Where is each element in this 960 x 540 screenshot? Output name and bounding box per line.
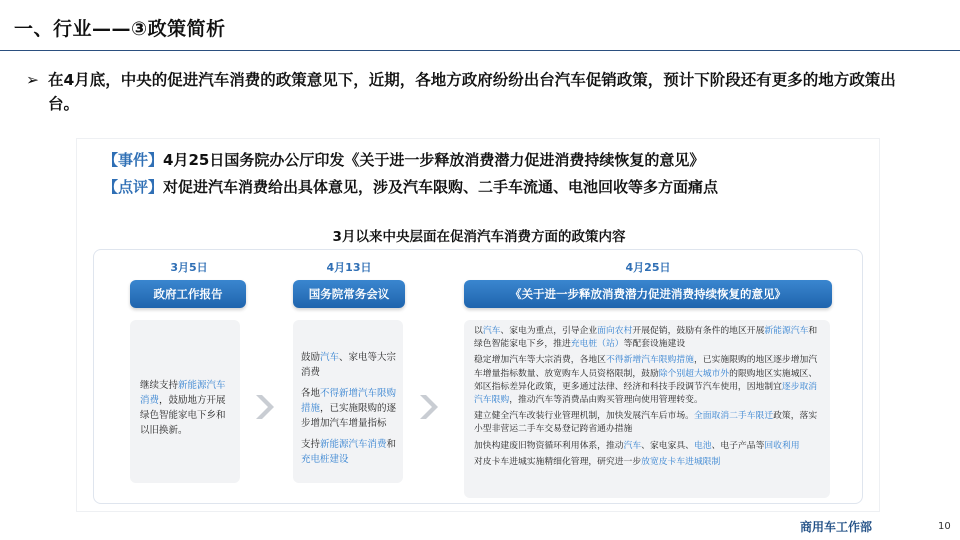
- comment-text: 对促进汽车消费给出具体意见，涉及汽车限购、二手车流通、电池回收等多方面痛点: [163, 178, 719, 196]
- body-text: 、家电家具、: [641, 440, 694, 451]
- body-text: 等配套设施建设: [623, 339, 686, 350]
- highlight-term: 电池: [693, 440, 712, 451]
- summary-text: 在4月底，中央的促进汽车消费的政策意见下，近期，各地方政府纷纷出台汽车促销政策，预计下阶段还有更多的地方政策出台。: [48, 71, 896, 113]
- body-text: 对皮卡车进城实施精细化管理，研究进一步: [474, 456, 642, 467]
- highlight-term: 放宽皮卡车进城限制: [641, 456, 721, 467]
- col1-h1: 新能源汽车消费: [140, 380, 226, 406]
- col3-p2: [474, 354, 822, 407]
- col3-date: 4月25日: [625, 261, 671, 274]
- col3-p4-text: [474, 441, 800, 451]
- arrow-bullet-icon: ➢: [26, 71, 39, 89]
- col1-t1: 继续支持: [140, 380, 179, 391]
- col2-p2: [301, 386, 397, 431]
- highlight-term: 不得新增汽车限购措施: [605, 355, 694, 366]
- col2-p2h: 不得新增汽车限购措施: [301, 388, 397, 414]
- body-text: ，推动汽车等消费品由购买管理向使用管理转变。: [509, 395, 703, 406]
- col2-p1h: 汽车: [320, 352, 340, 363]
- body-text: 、电子产品等: [711, 440, 765, 451]
- title-divider: [0, 50, 960, 51]
- col2-box: [293, 320, 403, 483]
- col2-p3: [301, 437, 397, 467]
- body-text: 的限购地区实施城区、郊区指标差异化政策，更多通过法律、经济和科技手段调节汽车使用，因地制宜: [474, 368, 818, 392]
- col2-date: 4月13日: [326, 261, 372, 274]
- col3-box: [464, 320, 830, 498]
- event-line: [103, 149, 704, 170]
- policy-card: [76, 138, 880, 512]
- body-text: 加快构建废旧物资循环利用体系，推动: [474, 440, 624, 451]
- col2-pill: 国务院常务会议: [293, 280, 405, 308]
- page-title: 一、行业——③政策简析: [14, 18, 226, 40]
- col2-p3h: 新能源汽车消费: [320, 439, 387, 450]
- summary-bullet: [26, 68, 906, 116]
- col1-pill: 政府工作报告: [130, 280, 246, 308]
- body-text: 、家电为重点，引导企业: [500, 326, 598, 336]
- highlight-term: 全面取消二手车限迁: [693, 411, 774, 422]
- highlight-term: 除个别超大城市外: [658, 368, 730, 379]
- highlight-term: 汽车: [623, 440, 642, 451]
- col1-box: [130, 320, 240, 483]
- policy-timeline-diagram: [93, 249, 863, 504]
- col3-pill: 《关于进一步释放消费潜力促进消费持续恢复的意见》: [464, 280, 832, 308]
- col1-date: 3月5日: [170, 261, 208, 274]
- col3-p3: [474, 410, 822, 436]
- col2-p1a: 鼓励: [301, 352, 321, 363]
- event-tag: 【事件】: [103, 151, 164, 169]
- body-text: 和绿色智能家电下乡，推进: [474, 326, 818, 350]
- footer-org: 商用车工作部: [800, 520, 873, 534]
- body-text: 政策，落实小型非营运二手车交易登记跨省通办措施: [474, 411, 818, 435]
- event-text: 4月25日国务院办公厅印发《关于进一步释放消费潜力促进消费持续恢复的意见》: [163, 151, 705, 169]
- body-text: ，已实施限购的地区逐步增加汽车增量指标数量、放宽购车人员资格限制，鼓励: [474, 355, 818, 379]
- col2-p2a: 各地: [301, 388, 321, 399]
- col2-p3b: 和: [386, 439, 397, 450]
- highlight-term: 面向农村: [597, 326, 633, 336]
- col3-p5-text: [474, 457, 720, 467]
- page-number: 10: [938, 521, 951, 532]
- col3-p5: [474, 456, 822, 469]
- col3-p1: [474, 325, 822, 351]
- highlight-term: 逐步取消汽车限购: [474, 381, 818, 406]
- comment-line: [103, 176, 718, 197]
- highlight-term: 新能源汽车: [764, 326, 809, 336]
- highlight-term: 汽车: [482, 326, 501, 336]
- col2-p3h2: 充电桩建设: [301, 454, 349, 465]
- body-text: 以: [474, 326, 483, 336]
- col3-p3-text: [474, 411, 817, 434]
- comment-tag: 【点评】: [103, 178, 164, 196]
- highlight-term: 回收利用: [764, 440, 800, 451]
- chevron-right-icon: [416, 392, 442, 422]
- chevron-right-icon: [252, 392, 278, 422]
- col2-p1: [301, 350, 397, 380]
- body-text: 稳定增加汽车等大宗消费，各地区: [474, 355, 606, 366]
- col2-p3a: 支持: [301, 439, 321, 450]
- col3-p2-text: [474, 355, 817, 405]
- col3-p1-text: [474, 326, 817, 349]
- col1-t2: ，鼓励地方开展绿色智能家电下乡和以旧换新。: [140, 395, 226, 436]
- col1-text: [140, 378, 232, 438]
- highlight-term: 充电桩（站）: [570, 339, 624, 350]
- col3-p4: [474, 440, 822, 453]
- col2-p1b: 、家电等大宗消费: [301, 352, 397, 378]
- body-text: 建立健全汽车改装行业管理机制，加快发展汽车后市场。: [474, 411, 694, 422]
- col2-p2b: ，已实施限购的逐步增加汽车增量指标: [301, 403, 397, 429]
- body-text: 开展促销，鼓励有条件的地区开展: [632, 326, 765, 336]
- diagram-title: 3月以来中央层面在促消汽车消费方面的政策内容: [332, 229, 626, 245]
